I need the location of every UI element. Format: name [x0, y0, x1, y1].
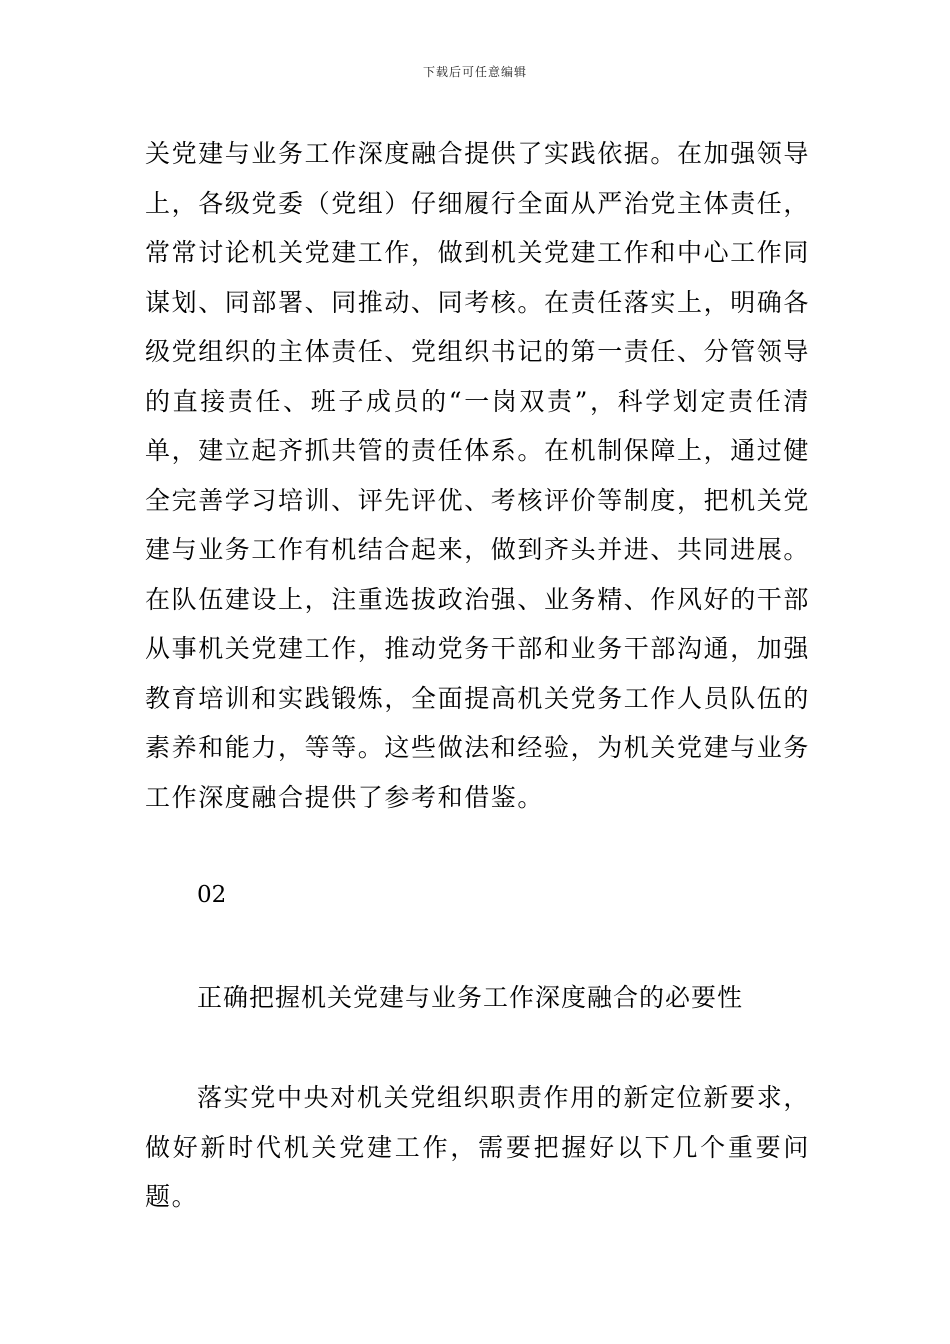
page-header-note: 下载后可任意编辑 — [422, 65, 527, 79]
section-number: 02 — [197, 882, 227, 908]
section-title: 正确把握机关党建与业务工作深度融合的必要性 — [197, 983, 744, 1012]
body-paragraph-2: 落实党中央对机关党组织职责作用的新定位新要求，做好新时代机关党建工作，需要把握好以下几个重要问题。 — [145, 1083, 810, 1211]
body-paragraph: 关党建与业务工作深度融合提供了实践依据。在加强领导上，各级党委（党组）仔细履行全面从严治党主体责任，常常讨论机关党建工作，做到机关党建工作和中心工作同谋划、同部署、同推动、同考核。在责任落实上，明确各级党组织的主体责任、党组织书记的第一责任、分管领导的直接责任、班子成员的“一岗双责”，科学划定责任清单，建立起齐抓共管的责任体系。在机制保障上，通过健全完善学习培训、评先评优、考核评价等制度，把机关党建与业务工作有机结合起来，做到齐头并进、共同进展。在队伍建设上，注重选拔政治强、业务精、作风好的干部从事机关党建工作，推动党务干部和业务干部沟通，加强教育培训和实践锻炼，全面提高机关党务工作人员队伍的素养和能力，等等。这些做法和经验，为机关党建与业务工作深度融合提供了参考和借鉴。 — [145, 139, 811, 812]
